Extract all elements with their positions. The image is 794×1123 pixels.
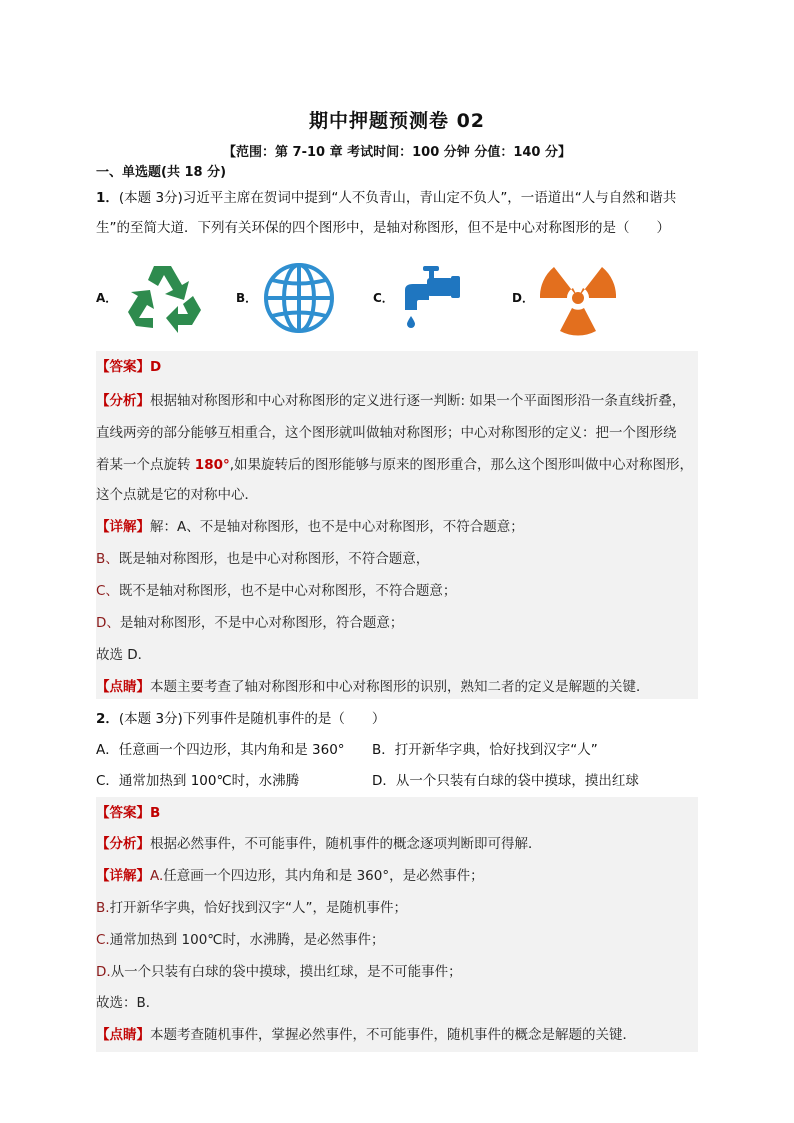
detail-line-3: C、既不是轴对称图形，也不是中心对称图形，不符合题意；	[96, 583, 457, 599]
question-1-stem-line-2: 生”的至简大道．下列有关环保的四个图形中，是轴对称图形，但不是中心对称图形的是（ ）	[96, 220, 670, 236]
question-2-option-b: B．打开新华字典，恰好找到汉字“人”	[372, 742, 598, 758]
globe-icon	[261, 260, 337, 336]
detail-line-4: D.从一个只装有白球的袋中摸球，摸出红球，是不可能事件；	[96, 964, 462, 980]
analysis-line-3: 着某一个点旋转 180°,如果旋转后的图形能够与原来的图形重合，那么这个图形叫做中心对称图形，	[96, 457, 694, 473]
exam-info: 【范围：第 7-10 章 考试时间：100 分钟 分值：140 分】	[223, 145, 571, 160]
detail-line-1: 【详解】A.任意画一个四边形，其内角和是 360°，是必然事件；	[96, 868, 484, 884]
section-heading: 一、单选题(共 18 分)	[96, 165, 227, 180]
recycle-icon	[126, 260, 204, 336]
question-1-stem-line-1: 1．(本题 3分)习近平主席在贺词中提到“人不负青山，青山定不负人”，一语道出“人与自然和谐共	[96, 190, 677, 206]
conclusion-line: 故选 D．	[96, 647, 152, 663]
comment-line: 【点睛】本题主要考查了轴对称图形和中心对称图形的识别，熟知二者的定义是解题的关键．	[96, 679, 650, 695]
analysis-line-4: 这个点就是它的对称中心．	[96, 487, 258, 503]
page-title: 期中押题预测卷 02	[308, 110, 486, 132]
comment-line: 【点睛】本题考查随机事件，掌握必然事件，不可能事件，随机事件的概念是解题的关键．	[96, 1027, 636, 1043]
detail-line-2: B.打开新华字典，恰好找到汉字“人”，是随机事件；	[96, 900, 408, 916]
question-2-option-d: D．从一个只装有白球的袋中摸球，摸出红球	[372, 773, 639, 789]
radiation-icon	[540, 260, 616, 336]
question-2-stem: 2．(本题 3分)下列事件是随机事件的是（ ）	[96, 711, 386, 727]
detail-line-4: D、是轴对称图形，不是中心对称图形，符合题意；	[96, 615, 404, 631]
answer-line: 【答案】B	[96, 805, 161, 821]
analysis-line-2: 直线两旁的部分能够互相重合，这个图形就叫做轴对称图形；中心对称图形的定义：把一个图形绕	[96, 425, 677, 441]
analysis-line-1: 【分析】根据轴对称图形和中心对称图形的定义进行逐一判断: 如果一个平面图形沿一条直线折叠，	[96, 393, 686, 409]
analysis-line: 【分析】根据必然事件，不可能事件，随机事件的概念逐项判断即可得解．	[96, 836, 542, 852]
conclusion-line: 故选：B．	[96, 995, 160, 1011]
question-2-solution	[96, 797, 698, 1052]
question-number: 2．	[96, 711, 119, 727]
question-number: 1．	[96, 190, 119, 206]
question-2-option-a: A．任意画一个四边形，其内角和是 360°	[96, 742, 345, 758]
answer-value: D	[150, 359, 162, 375]
question-2-option-c: C．通常加热到 100℃时，水沸腾	[96, 773, 300, 789]
detail-line-1: 【详解】解：A、不是轴对称图形，也不是中心对称图形，不符合题意；	[96, 519, 524, 535]
answer-line: 【答案】D	[96, 359, 162, 375]
detail-line-3: C.通常加热到 100℃时，水沸腾，是必然事件；	[96, 932, 385, 948]
detail-line-2: B、既是轴对称图形，也是中心对称图形，不符合题意，	[96, 551, 430, 567]
question-1-solution	[96, 351, 698, 699]
question-1-options: A． B． C． D．	[96, 258, 696, 338]
answer-value: B	[150, 805, 161, 821]
faucet-icon	[403, 260, 465, 336]
